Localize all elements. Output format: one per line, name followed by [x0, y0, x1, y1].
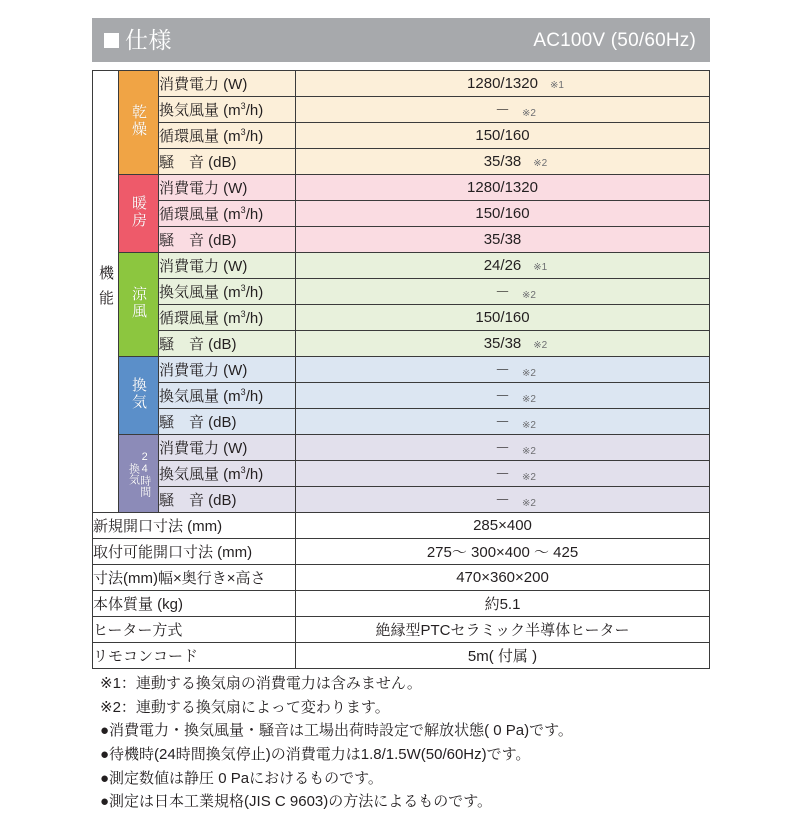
footnote-marker: ※2 [522, 394, 536, 405]
spec-item-label: 消費電力 (W) [159, 71, 296, 97]
value-text: 150/160 [475, 127, 530, 144]
spec-item-label: 騒 音 (dB) [159, 409, 296, 435]
table-row [93, 305, 710, 331]
spec-item-value: 5m( 付属 ) [296, 643, 710, 669]
spec-item-label: 換気風量 $(m^3/h)$ [159, 279, 296, 305]
footnote-marker: ※1 [549, 80, 564, 91]
table-row [93, 461, 710, 487]
spec-item-value [296, 331, 710, 357]
table-row [93, 71, 710, 97]
function-group-text: 機能 [97, 264, 114, 315]
table-row [93, 383, 710, 409]
value-text: 35/38 [483, 153, 522, 170]
spec-item-label: 騒 音 (dB) [159, 227, 296, 253]
table-row [93, 591, 710, 617]
mode-label-1 [119, 175, 159, 253]
footnote-marker: ※2 [522, 420, 536, 431]
footnote-line: ※1：連動する換気扇の消費電力は含みません。 [100, 675, 422, 692]
table-row [93, 513, 710, 539]
footnote-marker: ※2 [522, 472, 536, 483]
value-text: 150/160 [475, 309, 530, 326]
mode-label-text: 涼風 [130, 285, 147, 320]
value-text: 35/38 [483, 231, 522, 248]
spec-item-value [296, 71, 710, 97]
table-row [93, 123, 710, 149]
table-row [93, 487, 710, 513]
spec-item-label: 騒 音 (dB) [159, 331, 296, 357]
mode-label-text: 24時間 換気 [127, 450, 151, 497]
footnote-marker: ※2 [522, 498, 536, 509]
spec-item-label: 換気風量 $(m^3/h)$ [159, 383, 296, 409]
spec-item-value [296, 305, 710, 331]
spec-item-value: 275〜 300×400 〜 425 [296, 539, 710, 565]
spec-item-value: 470×360×200 [296, 565, 710, 591]
spec-item-value: 絶縁型PTCセラミック半導体ヒーター [296, 617, 710, 643]
table-row [93, 409, 710, 435]
spec-item-value [296, 201, 710, 227]
spec-item-value: 約5.1 [296, 591, 710, 617]
spec-item-value [296, 487, 710, 513]
mode-label-text: 換気 [130, 376, 147, 411]
spec-item-value [296, 175, 710, 201]
value-text: － [494, 102, 510, 119]
footnote-marker: ※2 [533, 158, 548, 169]
footnote-line: ●消費電力・換気風量・騒音は工場出荷時設定で解放状態( 0 Pa)です。 [100, 722, 573, 740]
table-row [93, 617, 710, 643]
spec-item-label: 消費電力 (W) [159, 357, 296, 383]
value-text: － [494, 440, 510, 457]
table-row [93, 435, 710, 461]
spec-header-bar [92, 18, 710, 62]
table-row [93, 201, 710, 227]
spec-item-label: 循環風量 $(m^3/h)$ [159, 201, 296, 227]
value-text: 1280/1320 [467, 179, 538, 196]
footnote-line: ※2：連動する換気扇によって変わります。 [100, 698, 390, 716]
mode-label-4 [119, 435, 159, 513]
mode-label-3 [119, 357, 159, 435]
footnote-line: ●測定は日本工業規格(JIS C 9603)の方法によるものです。 [100, 793, 493, 811]
spec-item-label: 循環風量 $(m^3/h)$ [159, 305, 296, 331]
footnote-marker: ※1 [533, 262, 548, 273]
footnote-marker: ※2 [522, 108, 536, 119]
spec-item-value [296, 435, 710, 461]
page-title: 仕様 [125, 26, 172, 53]
footnote-marker: ※2 [522, 446, 536, 457]
specification-table [92, 70, 710, 669]
table-row [93, 565, 710, 591]
value-text: － [494, 414, 510, 431]
table-row [93, 357, 710, 383]
footnote-line: ●待機時(24時間換気停止)の消費電力は1.8/1.5W(50/60Hz)です。 [100, 746, 531, 764]
spec-item-value [296, 357, 710, 383]
spec-item-label: 消費電力 (W) [159, 175, 296, 201]
value-text: 1280/1320 [467, 75, 538, 92]
spec-item-value [296, 97, 710, 123]
footnote-marker: ※2 [533, 340, 548, 351]
spec-item-label: 取付可能開口寸法 (mm) [93, 539, 296, 565]
value-text: － [494, 284, 510, 301]
footnote-marker: ※2 [522, 290, 536, 301]
spec-item-label: 換気風量 $(m^3/h)$ [159, 97, 296, 123]
spec-item-value [296, 383, 710, 409]
value-text: － [494, 362, 510, 379]
spec-header-left [104, 26, 172, 53]
spec-item-label: 消費電力 (W) [159, 435, 296, 461]
table-row [93, 539, 710, 565]
spec-item-value [296, 253, 710, 279]
spec-item-label: 騒 音 (dB) [159, 149, 296, 175]
spec-item-label: 消費電力 (W) [159, 253, 296, 279]
mode-label-2 [119, 253, 159, 357]
spec-item-value [296, 149, 710, 175]
power-rating-label: AC100V (50/60Hz) [533, 29, 696, 51]
spec-item-value: 285×400 [296, 513, 710, 539]
table-row [93, 149, 710, 175]
table-row [93, 253, 710, 279]
value-text: － [494, 492, 510, 509]
spec-item-label: 騒 音 (dB) [159, 487, 296, 513]
spec-item-label: 循環風量 $(m^3/h)$ [159, 123, 296, 149]
spec-item-value [296, 123, 710, 149]
spec-item-value [296, 409, 710, 435]
value-text: 150/160 [475, 205, 530, 222]
mode-label-0 [119, 71, 159, 175]
table-row [93, 331, 710, 357]
footnotes [100, 672, 740, 814]
mode-label-text: 暖房 [130, 194, 147, 229]
spec-item-label: 寸法(mm)幅×奥行き×高さ [93, 565, 296, 591]
spec-item-label: ヒーター方式 [93, 617, 296, 643]
spec-item-value [296, 227, 710, 253]
table-row [93, 97, 710, 123]
filled-square-icon [104, 33, 119, 48]
spec-item-label: リモコンコード [93, 643, 296, 669]
footnote-line: ●測定数値は静圧 0 Paにおけるものです。 [100, 769, 383, 787]
value-text: 35/38 [483, 335, 522, 352]
table-row [93, 279, 710, 305]
spec-item-value [296, 461, 710, 487]
footnote-marker: ※2 [522, 368, 536, 379]
value-text: － [494, 388, 510, 405]
spec-item-label: 換気風量 $(m^3/h)$ [159, 461, 296, 487]
value-text: － [494, 466, 510, 483]
mode-label-text: 乾燥 [130, 103, 147, 138]
spec-item-value [296, 279, 710, 305]
function-group-label [93, 71, 119, 513]
value-text: 24/26 [483, 257, 522, 274]
table-row [93, 227, 710, 253]
spec-item-label: 本体質量 (kg) [93, 591, 296, 617]
table-row [93, 643, 710, 669]
table-row [93, 175, 710, 201]
spec-item-label: 新規開口寸法 (mm) [93, 513, 296, 539]
